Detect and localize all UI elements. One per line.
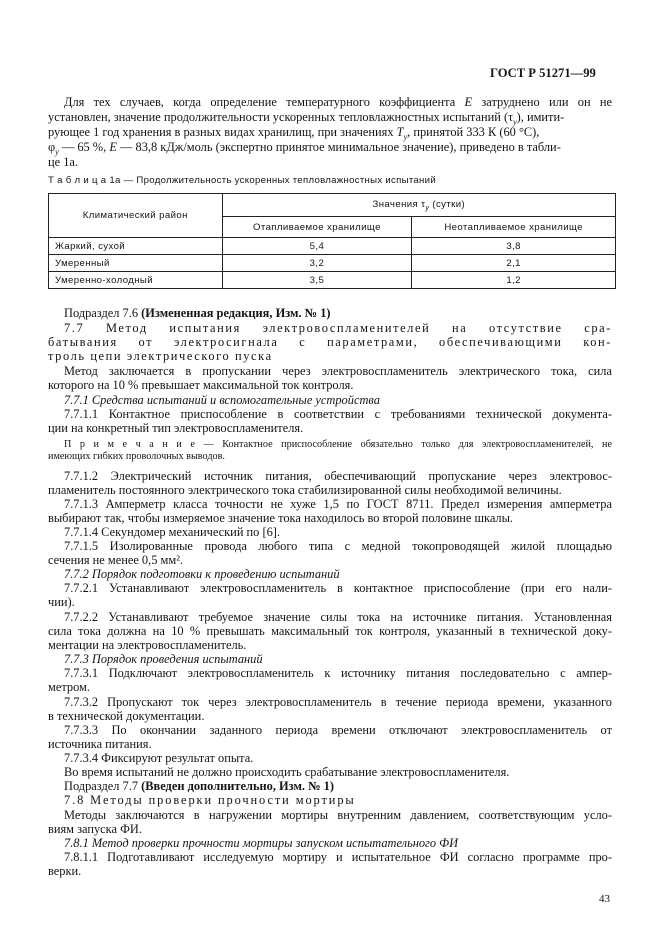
clause-text: ментации на электровоспламенитель. <box>48 638 247 652</box>
clause-text: 7.7.2.1 Устанавливают электровоспламенитель в контактное приспособление (при его нали- <box>64 581 612 595</box>
clause-text: пламенитель постоянного электрического тока стабилизированной силы необходимой величины. <box>48 483 562 497</box>
table-row <box>49 255 616 272</box>
header-values <box>222 194 615 217</box>
clause-text: сила тока должна на 10 % превышать максимальный ток контроля, указанный в технической доку- <box>48 624 612 638</box>
intro-text: Для тех случаев, когда определение температурного коэффициента <box>64 95 456 109</box>
clause-text: источника питания. <box>48 737 152 751</box>
cell-unheated: 2,1 <box>412 255 616 272</box>
intro-line <box>48 140 561 160</box>
clause-text: чии). <box>48 595 75 609</box>
subsection-label: Подраздел 7.7 <box>64 779 139 793</box>
intro-text: — 65 %, <box>61 140 107 154</box>
header-values-unit: (сутки) <box>432 198 466 210</box>
section-7-7-3-title: 7.7.3 Порядок проведения испытаний <box>64 652 263 666</box>
amendment-note: (Введен дополнительно, Изм. № 1) <box>141 779 334 793</box>
amendment-note: (Измененная редакция, Изм. № 1) <box>141 306 331 320</box>
clause-text: 7.7.1.1 Контактное приспособление в соответствии с требованиями технической документа- <box>64 407 612 421</box>
clause-text: 7.7.1.4 Секундомер механический по [6]. <box>64 525 281 539</box>
clause-text: выбирают так, чтобы измеряемое значение тока находилось во второй половине шкалы. <box>48 511 514 525</box>
subscript: y <box>425 204 430 212</box>
header-heated: Отапливаемое хранилище <box>222 217 412 238</box>
intro-text: ), имити- <box>516 110 565 124</box>
cell-heated: 3,2 <box>222 255 412 272</box>
section-7-7-title: 7.7 Метод испытания электровоспламенителей на отсутствие сра- <box>64 321 612 335</box>
intro-text: затруднено или он не <box>481 95 612 109</box>
variable-E: E <box>109 140 117 154</box>
clause-text: ции на конкретный тип электровоспламенителя. <box>48 421 304 435</box>
cell-region: Умеренно-холодный <box>49 272 223 289</box>
method-text: Метод заключается в пропускании через электровоспламенитель электрического тока, сила <box>64 364 612 378</box>
clause-text: 7.7.3.3 По окончании заданного периода времени отключают электровоспламенитель от <box>64 723 612 737</box>
document-id: ГОСТ Р 51271—99 <box>490 66 596 80</box>
clause-text: 7.7.1.5 Изолированные провода любого типа с медной токопроводящей жилой площадью <box>64 539 612 553</box>
table-caption: Т а б л и ц а 1а — Продолжительность ускоренных тепловлажностных испытаний <box>48 175 436 186</box>
variable-T: T <box>396 125 404 139</box>
clause-text: 7.7.1.3 Амперметр класса точности не хуже 1,5 по ГОСТ 8711. Предел измерения амперметра <box>64 497 612 511</box>
subsection-7-7-note <box>64 779 334 793</box>
section-7-7-2-title: 7.7.2 Порядок подготовки к проведению испытаний <box>64 567 340 581</box>
subsection-7-6-note <box>64 306 331 320</box>
clause-text: в технической документации. <box>48 709 205 723</box>
intro-text: рующее 1 год хранения в разных видах хранилищ, при значениях <box>48 125 394 139</box>
section-7-7-1-title: 7.7.1 Средства испытаний и вспомогательные устройства <box>64 393 380 407</box>
clause-text: метром. <box>48 680 90 694</box>
page-number: 43 <box>599 893 610 905</box>
section-7-7-title: троль цепи электрического пуска <box>48 349 273 363</box>
clause-text: сечения не менее 0,5 мм². <box>48 553 184 567</box>
clause-text: 7.7.1.2 Электрический источник питания, обеспечивающий пропускание через электровос- <box>64 469 612 483</box>
cell-region: Умеренный <box>49 255 223 272</box>
intro-text: установлен, значение продолжительности ускоренных тепловлажностных испытаний (τ <box>48 110 514 124</box>
clause-text: 7.7.3.2 Пропускают ток через электровоспламенитель в течение периода времени, указанного <box>64 695 612 709</box>
table-row <box>49 272 616 289</box>
intro-text: — 83,8 кДж/моль (экспертно принятое минимальное значение), приведено в табли- <box>120 140 561 154</box>
method-text: виям запуска ФИ. <box>48 822 142 836</box>
method-text: которого на 10 % превышает максимальной ток контроля. <box>48 378 354 392</box>
header-values-text: Значения τ <box>372 198 426 210</box>
note-text: П р и м е ч а н и е — Контактное приспособление обязательно только для электровоспламенителей, не <box>64 439 612 450</box>
note-text: имеющих гибких проволочных выводов. <box>48 451 225 462</box>
method-text: Методы заключаются в нагружении мортиры внутренним давлением, соответствующим усло- <box>64 808 612 822</box>
clause-text: 7.7.3.4 Фиксируют результат опыта. <box>64 751 254 765</box>
section-7-7-title: батывания от электросигнала с параметрами, обеспечивающими кон- <box>48 335 612 349</box>
intro-text: , принятой 333 К (60 °С), <box>407 125 540 139</box>
cell-heated: 5,4 <box>222 238 412 255</box>
header-unheated: Неотапливаемое хранилище <box>412 217 616 238</box>
phi-symbol: φ <box>48 140 56 154</box>
cell-unheated: 1,2 <box>412 272 616 289</box>
subscript: y <box>55 147 59 157</box>
subscript: y <box>403 132 408 142</box>
clause-text: 7.7.3.1 Подключают электровоспламенитель к источнику питания последовательно с ампер- <box>64 666 612 680</box>
cell-heated: 3,5 <box>222 272 412 289</box>
intro-line: це 1а. <box>48 155 79 169</box>
clause-text: верки. <box>48 864 82 878</box>
clause-text: 7.7.2.2 Устанавливают требуемое значение силы тока на источнике питания. Установленная <box>64 610 612 624</box>
header-region: Климатический район <box>49 194 223 238</box>
cell-region: Жаркий, сухой <box>49 238 223 255</box>
subsection-label: Подраздел 7.6 <box>64 306 139 320</box>
clause-text: Во время испытаний не должно происходить срабатывание электровоспламенителя. <box>64 765 510 779</box>
variable-E: E <box>464 95 473 109</box>
duration-table <box>48 193 616 289</box>
cell-unheated: 3,8 <box>412 238 616 255</box>
section-7-8-title: 7.8 Методы проверки прочности мортиры <box>64 793 356 807</box>
intro-line <box>64 95 612 109</box>
clause-text: 7.8.1.1 Подготавливают исследуемую мортиру и испытательное ФИ согласно программе про- <box>64 850 612 864</box>
section-7-8-1-title: 7.8.1 Метод проверки прочности мортиры запуском испытательного ФИ <box>64 836 459 850</box>
table-row <box>49 238 616 255</box>
subscript: y <box>513 117 517 127</box>
